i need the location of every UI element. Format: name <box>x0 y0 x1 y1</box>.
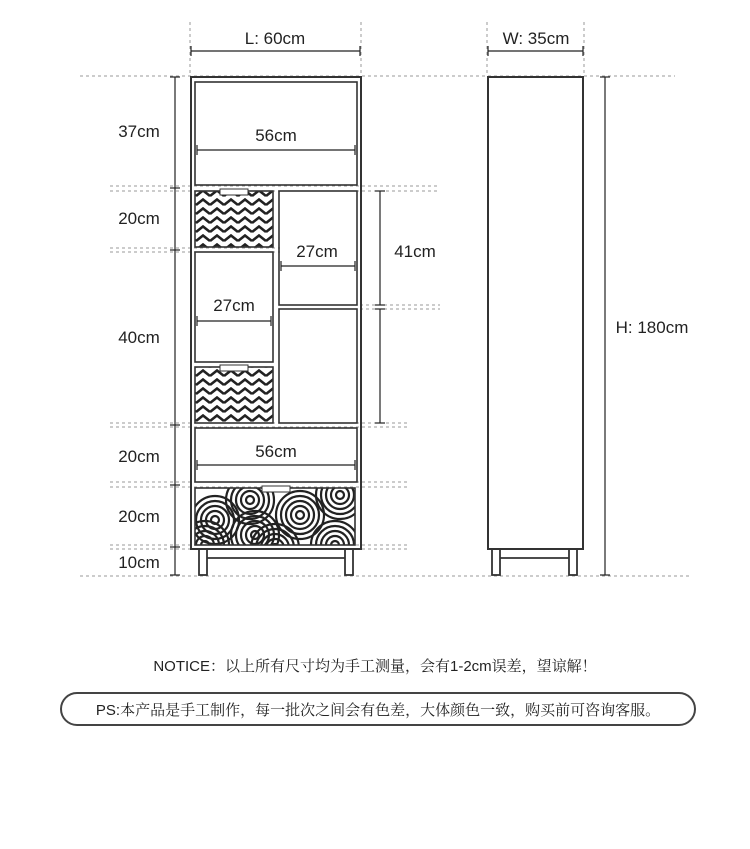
chevron-drawer-upper <box>195 191 273 247</box>
drawer-handle <box>220 189 248 195</box>
svg-text:56cm: 56cm <box>255 442 297 461</box>
ps-note <box>60 692 696 726</box>
height-label-bottom-drawer: 20cm <box>118 507 160 526</box>
drawer-handle <box>262 486 290 492</box>
ps-note-text: PS:本产品是手工制作，每一批次之间会有色差，大体颜色一致，购买前可咨询客服。 <box>95 701 661 719</box>
drawer-handle <box>220 365 248 371</box>
total-height-dimension <box>600 77 610 575</box>
height-label-drawer-1: 20cm <box>118 209 160 228</box>
inner-width-dimension-bottom <box>197 442 355 470</box>
cubby-width-dimension-right <box>281 242 355 271</box>
height-label-middle: 40cm <box>118 328 160 347</box>
cabinet-front-view <box>181 77 364 575</box>
depth-dimension <box>488 29 583 56</box>
width-dimension <box>191 29 360 56</box>
width-label: L: 60cm <box>244 29 306 48</box>
cabinet-side-view <box>488 77 583 575</box>
svg-text:27cm: 27cm <box>296 242 338 261</box>
guide-lines <box>80 22 690 576</box>
right-section-height-label: 41cm <box>394 242 436 261</box>
height-label-lower-shelf: 20cm <box>118 447 160 466</box>
svg-text:27cm: 27cm <box>213 296 255 315</box>
height-label-top-shelf: 37cm <box>118 122 160 141</box>
total-height-label: H: 180cm <box>615 318 689 337</box>
chevron-drawer-lower <box>195 367 273 423</box>
depth-label: W: 35cm <box>502 29 570 48</box>
height-breakdown-dimension <box>170 77 180 575</box>
svg-text:56cm: 56cm <box>255 126 297 145</box>
height-label-legs: 10cm <box>118 553 160 572</box>
right-section-height-dimension <box>375 191 385 423</box>
cubby-width-dimension-left <box>197 296 271 326</box>
notice-text: NOTICE：以上所有尺寸均为手工测量，会有1-2cm误差，望谅解！ <box>153 658 597 675</box>
cabinet-legs-front <box>199 549 353 575</box>
inner-width-dimension-top <box>197 126 355 155</box>
